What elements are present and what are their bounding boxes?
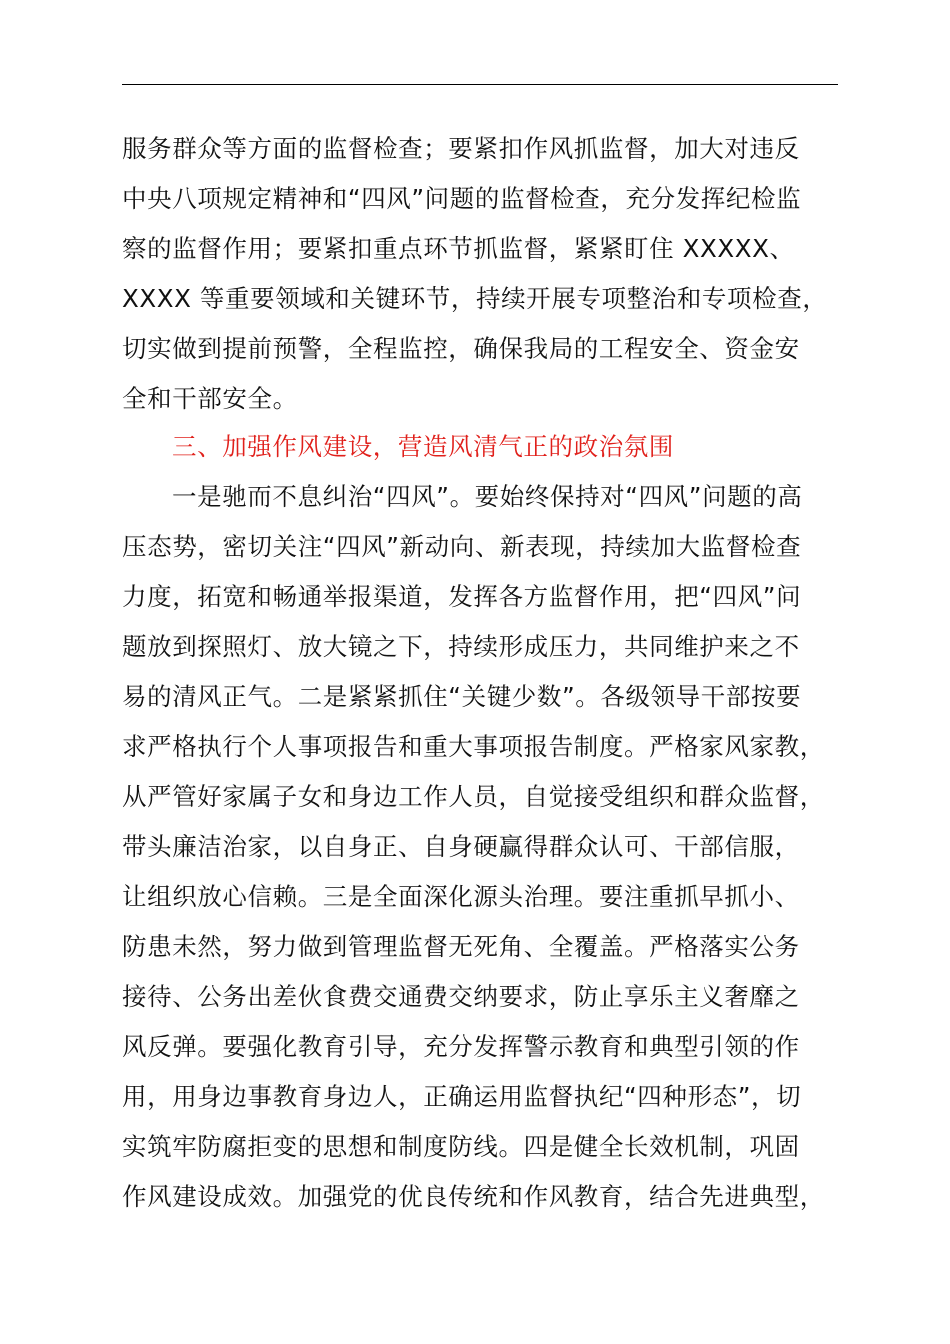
header-rule [122, 84, 838, 85]
body-text-line: 防患未然，努力做到管理监督无死角、全覆盖。严格落实公务 [122, 932, 800, 961]
body-text-line: 求严格执行个人事项报告和重大事项报告制度。严格家风家教， [122, 732, 825, 761]
body-text-line: 全和干部安全。 [122, 384, 298, 413]
body-text-line: 压态势，密切关注“四风”新动向、新表现，持续加大监督检查 [122, 532, 802, 561]
body-text-line: 察的监督作用；要紧扣重点环节抓监督，紧紧盯住 XXXXX、 [122, 234, 795, 263]
body-text-line: 中央八项规定精神和“四风”问题的监督检查，充分发挥纪检监 [122, 184, 802, 213]
body-text-line: 服务群众等方面的监督检查；要紧扣作风抓监督，加大对违反 [122, 134, 800, 163]
body-text-line: 题放到探照灯、放大镜之下，持续形成压力，共同维护来之不 [122, 632, 800, 661]
body-text-line: 从严管好家属子女和身边工作人员，自觉接受组织和群众监督， [122, 782, 825, 811]
body-text-line: 用，用身边事教育身边人，正确运用监督执纪“四种形态”，切 [122, 1082, 802, 1111]
body-text-line: 切实做到提前预警，全程监控，确保我局的工程安全、资金安 [122, 334, 800, 363]
body-text-line: 接待、公务出差伙食费交通费交纳要求，防止享乐主义奢靡之 [122, 982, 800, 1011]
body-text-line: 让组织放心信赖。三是全面深化源头治理。要注重抓早抓小、 [122, 882, 800, 911]
body-text-line: 一是驰而不息纠治“四风”。要始终保持对“四风”问题的高 [172, 482, 803, 511]
body-text-line: XXXX 等重要领域和关键环节，持续开展专项整治和专项检查， [122, 284, 828, 313]
body-text-line: 易的清风正气。二是紧紧抓住“关键少数”。各级领导干部按要 [122, 682, 802, 711]
body-text-line: 作风建设成效。加强党的优良传统和作风教育，结合先进典型， [122, 1182, 825, 1211]
body-text-line: 带头廉洁治家，以自身正、自身硬赢得群众认可、干部信服， [122, 832, 800, 861]
body-text-line: 力度，拓宽和畅通举报渠道，发挥各方监督作用，把“四风”问 [122, 582, 802, 611]
section-heading: 三、加强作风建设，营造风清气正的政治氛围 [172, 432, 674, 461]
body-text-line: 风反弹。要强化教育引导，充分发挥警示教育和典型引领的作 [122, 1032, 800, 1061]
body-text-line: 实筑牢防腐拒变的思想和制度防线。四是健全长效机制，巩固 [122, 1132, 800, 1161]
